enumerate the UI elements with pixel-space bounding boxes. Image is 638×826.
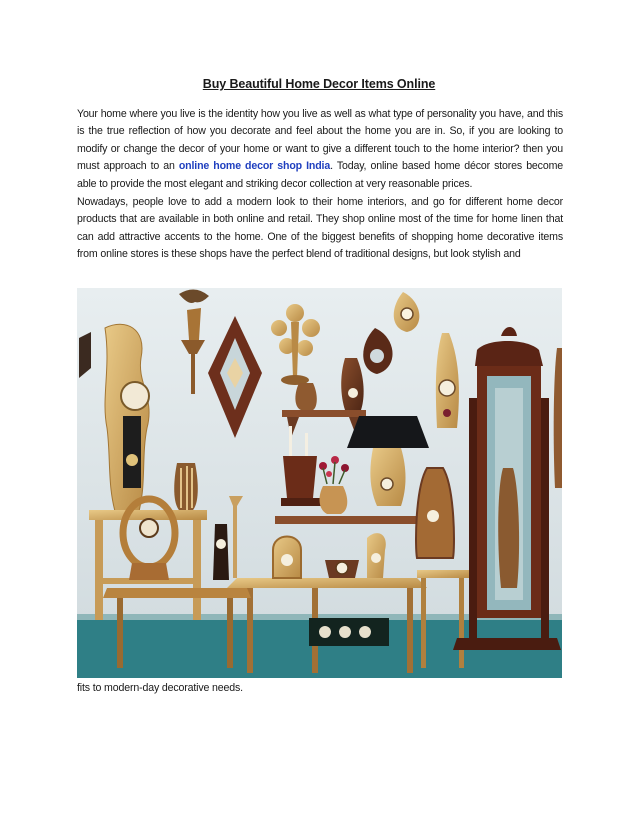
paragraph-benefits: Nowadays, people love to add a modern look to their home interiors, and go for different home decor products that are available in both online and retail. They shop online most of the time for home linen that can add attractive accents to the home. One of the biggest benefits of shopping home decorative items from online stores is these shops have the perfect blend of traditional designs, but look stylish and [77,196,563,261]
online-home-decor-link[interactable]: online home decor shop India [178,160,331,173]
home-decor-photo [77,288,562,678]
document-title: Buy Beautiful Home Decor Items Online [202,77,436,91]
paragraph-intro-text-a: Your home where you live is the identity how you live as well as what type of personality you have, and this is the true reflection of how you decorate and feel about the home you are in. So, if you are looking to modify or change the decor of your home or want to give a different touch to the home interior? then you must approach to an [77,108,563,173]
paragraph-benefits-continued: fits to modern-day decorative needs. [77,682,243,694]
paragraph-intro-text-b: . Today, online based home décor stores become able to provide the most elegant and striking decor collection at very reasonable prices. [77,160,563,190]
paragraph-intro [77,106,563,193]
